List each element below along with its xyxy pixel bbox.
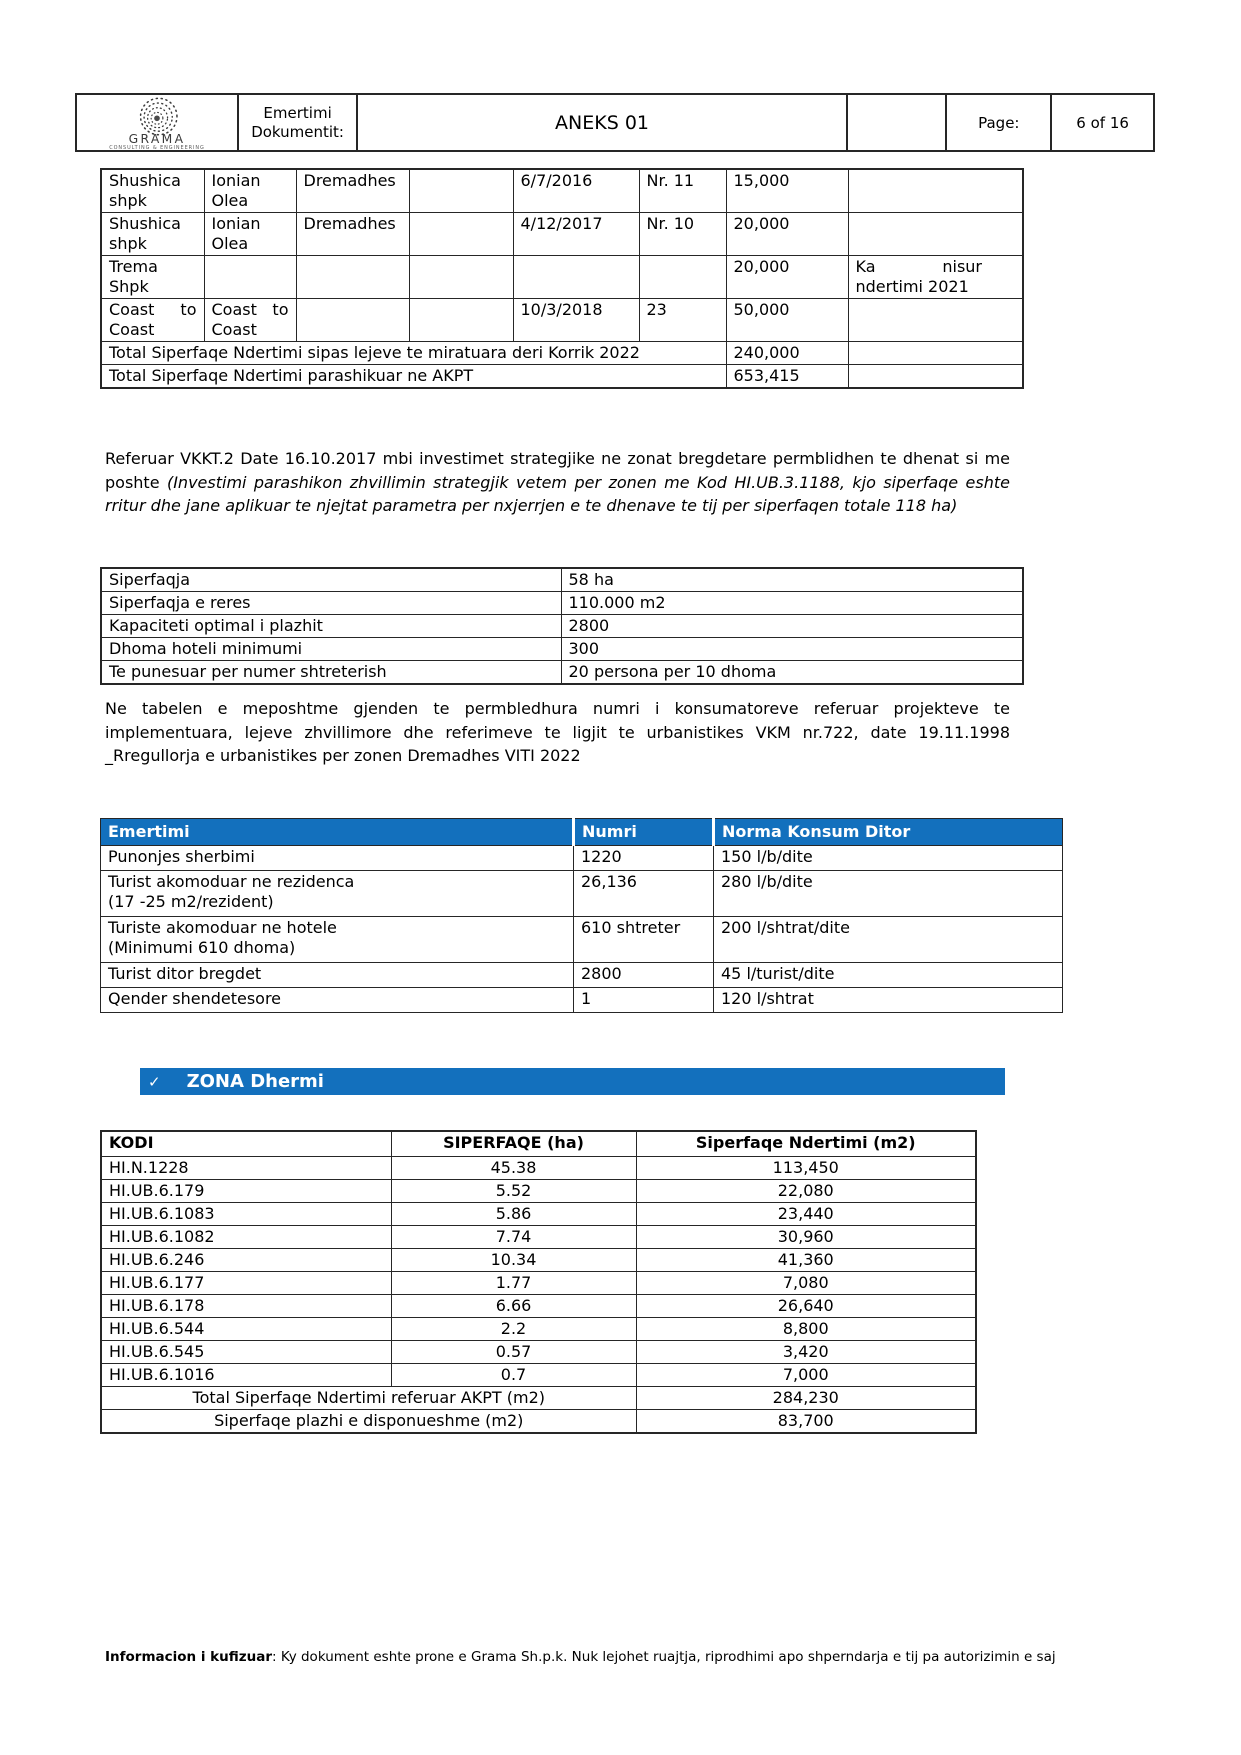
- consumption-table: [100, 818, 1063, 1013]
- paragraph-referuar: [105, 447, 1010, 518]
- header-cell: Numri: [574, 819, 714, 846]
- logo-tagline-text: CONSULTING & ENGINEERING: [109, 144, 205, 150]
- cell: 45 l/turist/dite: [714, 963, 1063, 988]
- cell: 10/3/2018: [513, 299, 639, 342]
- document-header: [75, 93, 1155, 152]
- cell: [848, 365, 1023, 389]
- grama-logo-icon: [98, 96, 216, 150]
- total-value-cell: 653,415: [726, 365, 848, 389]
- cell: 5.52: [391, 1179, 636, 1202]
- cell: 6/7/2016: [513, 169, 639, 213]
- cell: Siperfaqja: [101, 568, 561, 592]
- table-row: [101, 1225, 976, 1248]
- cell: [848, 169, 1023, 213]
- table-row: [101, 1271, 976, 1294]
- table-row: [101, 256, 1023, 299]
- cell-line: (Minimumi 610 dhoma): [108, 938, 296, 957]
- table-row: [101, 169, 1023, 213]
- cell: 300: [561, 638, 1023, 661]
- cell: 0.57: [391, 1340, 636, 1363]
- cell: HI.UB.6.177: [101, 1271, 391, 1294]
- table-row: [101, 1363, 976, 1386]
- cell: HI.UB.6.1016: [101, 1363, 391, 1386]
- cell: [409, 256, 513, 299]
- footer-note: [105, 1647, 1160, 1669]
- cell: 1.77: [391, 1271, 636, 1294]
- table-row: [101, 1248, 976, 1271]
- cell: 26,640: [636, 1294, 976, 1317]
- page-label: Page:: [945, 95, 1050, 150]
- cell: 7,000: [636, 1363, 976, 1386]
- cell: [848, 299, 1023, 342]
- cell: 4/12/2017: [513, 213, 639, 256]
- cell: 30,960: [636, 1225, 976, 1248]
- cell: 1220: [574, 846, 714, 871]
- cell: 1: [574, 988, 714, 1013]
- cell: 58 ha: [561, 568, 1023, 592]
- table-row: [101, 988, 1063, 1013]
- cell: [409, 299, 513, 342]
- cell: 10.34: [391, 1248, 636, 1271]
- header-cell: SIPERFAQE (ha): [391, 1131, 636, 1156]
- table-row: [101, 1179, 976, 1202]
- total-label-cell: Total Siperfaqe Ndertimi parashikuar ne AKPT: [101, 365, 726, 389]
- cell: Coast to Coast: [204, 299, 296, 342]
- cell: 6.66: [391, 1294, 636, 1317]
- cell: Dremadhes: [296, 213, 409, 256]
- cell-line: Turiste akomoduar ne hotele: [108, 918, 337, 937]
- cell: Punonjes sherbimi: [101, 846, 574, 871]
- cell: Nr. 11: [639, 169, 726, 213]
- cell: HI.UB.6.178: [101, 1294, 391, 1317]
- total-value-cell: 83,700: [636, 1409, 976, 1433]
- cell: [513, 256, 639, 299]
- cell: 150 l/b/dite: [714, 846, 1063, 871]
- logo-brand-text: GRAMA: [128, 131, 186, 146]
- cell: Shushica shpk: [101, 169, 204, 213]
- table-row: [101, 638, 1023, 661]
- cell: 3,420: [636, 1340, 976, 1363]
- cell: [848, 342, 1023, 365]
- table-row: [101, 1202, 976, 1225]
- footer-bold: Informacion i kufizuar: [105, 1649, 272, 1665]
- cell: 0.7: [391, 1363, 636, 1386]
- zone-info-table: [100, 567, 1024, 685]
- cell: [204, 256, 296, 299]
- cell: 2800: [561, 615, 1023, 638]
- table-row: [101, 213, 1023, 256]
- total-value-cell: 284,230: [636, 1386, 976, 1409]
- cell: Shushica shpk: [101, 213, 204, 256]
- cell: 2800: [574, 963, 714, 988]
- cell: Turist ditor bregdet: [101, 963, 574, 988]
- page-value: 6 of 16: [1050, 95, 1153, 150]
- footer-rest: : Ky dokument eshte prone e Grama Sh.p.k. Nuk lejohet ruajtja, riprodhimi apo shperndarja e tij pa autorizimin e saj: [272, 1649, 1056, 1665]
- permits-table: [100, 168, 1024, 389]
- cell: Qender shendetesore: [101, 988, 574, 1013]
- cell: 7.74: [391, 1225, 636, 1248]
- cell: Dhoma hoteli minimumi: [101, 638, 561, 661]
- cell: [848, 213, 1023, 256]
- total-label-cell: Total Siperfaqe Ndertimi sipas lejeve te miratuara deri Korrik 2022: [101, 342, 726, 365]
- cell: Te punesuar per numer shtreterish: [101, 661, 561, 685]
- cell: [639, 256, 726, 299]
- cell: [409, 213, 513, 256]
- header-cell: Norma Konsum Ditor: [714, 819, 1063, 846]
- total-row: [101, 1386, 976, 1409]
- zone-banner: [140, 1068, 1005, 1095]
- cell: Ionian Olea: [204, 169, 296, 213]
- cell: HI.UB.6.179: [101, 1179, 391, 1202]
- dhermi-table: [100, 1130, 977, 1434]
- total-label-cell: Siperfaqe plazhi e disponueshme (m2): [101, 1409, 636, 1433]
- cell: HI.UB.6.246: [101, 1248, 391, 1271]
- table-row: [101, 871, 1063, 917]
- cell: 23,440: [636, 1202, 976, 1225]
- header-cell: Emertimi: [101, 819, 574, 846]
- cell: 2.2: [391, 1317, 636, 1340]
- cell: 120 l/shtrat: [714, 988, 1063, 1013]
- total-value-cell: 240,000: [726, 342, 848, 365]
- cell: 113,450: [636, 1156, 976, 1179]
- cell: 610 shtreter: [574, 917, 714, 963]
- cell: Ionian Olea: [204, 213, 296, 256]
- cell: 20 persona per 10 dhoma: [561, 661, 1023, 685]
- table-row: [101, 568, 1023, 592]
- cell: Ka nisur ndertimi 2021: [848, 256, 1023, 299]
- paragraph-ne-tabelen: Ne tabelen e meposhtme gjenden te permbledhura numri i konsumatoreve referuar projekteve te implementuara, lejeve zhvillimore dhe referimeve te ligjit te urbanistikes VKM nr.722, date 19.11.1998 _Rregullorja e urbanistikes per zonen Dremadhes VITI 2022: [105, 699, 1010, 766]
- table-row: [101, 661, 1023, 685]
- table-header-row: [101, 1131, 976, 1156]
- cell: [101, 871, 574, 917]
- total-label-cell: Total Siperfaqe Ndertimi referuar AKPT (m2): [101, 1386, 636, 1409]
- cell-line: Turist akomoduar ne rezidenca: [108, 872, 355, 891]
- cell: 23: [639, 299, 726, 342]
- cell: 20,000: [726, 256, 848, 299]
- cell: HI.UB.6.544: [101, 1317, 391, 1340]
- doc-title: ANEKS 01: [356, 95, 845, 150]
- cell: 5.86: [391, 1202, 636, 1225]
- total-row: [101, 342, 1023, 365]
- table-row: [101, 1156, 976, 1179]
- cell: HI.UB.6.545: [101, 1340, 391, 1363]
- cell: [296, 299, 409, 342]
- table-row: [101, 1294, 976, 1317]
- doc-label: Emertimi Dokumentit:: [237, 95, 357, 150]
- cell: Kapaciteti optimal i plazhit: [101, 615, 561, 638]
- cell: 45.38: [391, 1156, 636, 1179]
- table-row: [101, 1340, 976, 1363]
- header-cell: KODI: [101, 1131, 391, 1156]
- cell: Coast to Coast: [101, 299, 204, 342]
- total-row: [101, 1409, 976, 1433]
- table-row: [101, 299, 1023, 342]
- cell: 7,080: [636, 1271, 976, 1294]
- cell-line: (17 -25 m2/rezident): [108, 892, 274, 911]
- paragraph-lead: Referuar VKKT.2 Date 16.10.2017 mbi investimet strategjike ne zonat bregdetare permblidhen te dhenat si me poshte: [105, 449, 1010, 492]
- table-row: [101, 1317, 976, 1340]
- cell: 41,360: [636, 1248, 976, 1271]
- checkmark-icon: ✓: [148, 1072, 161, 1091]
- cell: HI.UB.6.1083: [101, 1202, 391, 1225]
- logo-cell: [77, 95, 237, 150]
- total-row: [101, 365, 1023, 389]
- cell: 50,000: [726, 299, 848, 342]
- table-row: [101, 917, 1063, 963]
- table-row: [101, 963, 1063, 988]
- table-header-row: [101, 819, 1063, 846]
- table-row: [101, 615, 1023, 638]
- cell: [101, 917, 574, 963]
- zone-banner-title: ZONA Dhermi: [186, 1071, 324, 1092]
- cell: 15,000: [726, 169, 848, 213]
- cell: [296, 256, 409, 299]
- header-cell: Siperfaqe Ndertimi (m2): [636, 1131, 976, 1156]
- cell: 26,136: [574, 871, 714, 917]
- cell: 22,080: [636, 1179, 976, 1202]
- cell: HI.UB.6.1082: [101, 1225, 391, 1248]
- table-row: [101, 846, 1063, 871]
- paragraph-italic: (Investimi parashikon zhvillimin strategjik vetem per zonen me Kod HI.UB.3.1188, kjo siperfaqe eshte rritur dhe jane aplikuar te njejtat parametra per nxjerrjen e te dhenave te tij per siperfaqen totale 118 ha): [105, 472, 1010, 516]
- cell: 110.000 m2: [561, 592, 1023, 615]
- cell: Nr. 10: [639, 213, 726, 256]
- cell: 20,000: [726, 213, 848, 256]
- cell: Siperfaqja e reres: [101, 592, 561, 615]
- cell: Trema Shpk: [101, 256, 204, 299]
- cell: [409, 169, 513, 213]
- cell: 8,800: [636, 1317, 976, 1340]
- cell: HI.N.1228: [101, 1156, 391, 1179]
- cell: 200 l/shtrat/dite: [714, 917, 1063, 963]
- cell: 280 l/b/dite: [714, 871, 1063, 917]
- table-row: [101, 592, 1023, 615]
- header-empty-cell: [846, 95, 946, 150]
- cell: Dremadhes: [296, 169, 409, 213]
